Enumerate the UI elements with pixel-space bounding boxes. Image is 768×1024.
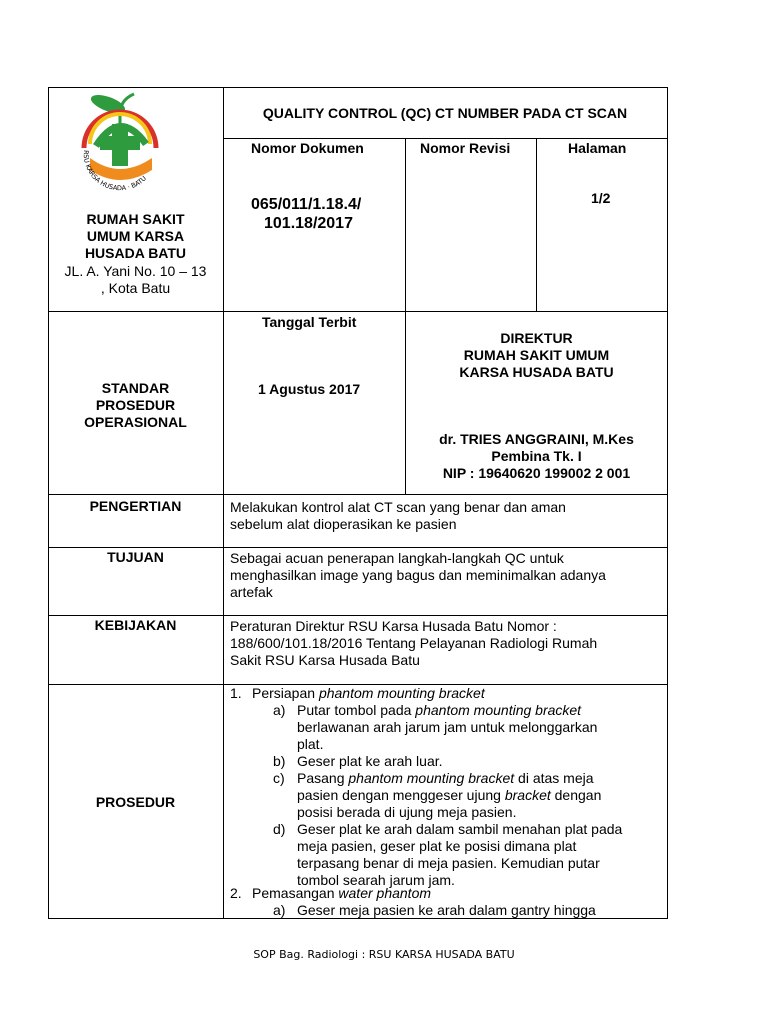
step-1-text: Persiapan phantom mounting bracket	[252, 685, 485, 701]
row-divider-title	[223, 138, 668, 139]
pengertian-line-1: Melakukan kontrol alat CT scan yang benar dan aman	[230, 499, 566, 515]
tujuan-label: TUJUAN	[107, 549, 164, 565]
issue-date-label: Tanggal Terbit	[262, 314, 357, 330]
document-title: QUALITY CONTROL (QC) CT NUMBER PADA CT SCAN	[262, 105, 628, 121]
step-1c-label: c)	[273, 770, 285, 786]
hospital-address-line-2: , Kota Batu	[100, 280, 171, 296]
hospital-address-line-1: JL. A. Yani No. 10 – 13	[64, 263, 207, 279]
row-divider-sop	[48, 494, 668, 495]
prosedur-label: PROSEDUR	[95, 794, 176, 810]
tujuan-line-1: Sebagai acuan penerapan langkah-langkah QC untuk	[230, 550, 564, 566]
step-2a-text: Geser meja pasien ke arah dalam gantry hingga	[297, 902, 596, 918]
hospital-logo-icon	[76, 88, 164, 208]
director-nip: NIP : 19640620 199002 2 001	[442, 465, 631, 481]
kebijakan-line-3: Sakit RSU Karsa Husada Batu	[230, 652, 420, 668]
kebijakan-line-1: Peraturan Direktur RSU Karsa Husada Batu Nomor :	[230, 618, 557, 634]
page-value: 1/2	[591, 190, 611, 206]
kebijakan-label: KEBIJAKAN	[94, 617, 177, 633]
step-1b-label: b)	[273, 753, 286, 769]
director-line-1: DIREKTUR	[500, 330, 573, 346]
kebijakan-line-2: 188/600/101.18/2016 Tentang Pelayanan Radiologi Rumah	[230, 635, 598, 651]
director-line-2: RUMAH SAKIT UMUM	[463, 347, 610, 363]
step-1c-line-2: pasien dengan menggeser ujung bracket dengan	[297, 787, 602, 803]
hospital-name-line-2: UMUM KARSA	[86, 228, 185, 244]
step-1a-line-2: berlawanan arah jarum jam untuk melonggarkan	[297, 719, 598, 735]
column-divider-page	[536, 138, 537, 312]
sop-label-line-1: STANDAR	[101, 380, 170, 396]
step-1d-line-1: Geser plat ke arah dalam sambil menahan plat pada	[297, 821, 623, 837]
step-2-text: Pemasangan water phantom	[252, 885, 432, 901]
director-line-3: KARSA HUSADA BATU	[459, 364, 614, 380]
row-divider-pengertian	[48, 547, 668, 548]
column-divider-label	[223, 87, 224, 919]
issue-date-value: 1 Agustus 2017	[258, 381, 361, 397]
step-1b-text: Geser plat ke arah luar.	[297, 753, 443, 769]
doc-number-line-1: 065/011/1.18.4/	[251, 196, 362, 213]
page-footer: SOP Bag. Radiologi : RSU KARSA HUSADA BATU	[253, 948, 515, 961]
step-1d-line-2: meja pasien, geser plat ke posisi dimana plat	[297, 838, 577, 854]
sop-label-line-3: OPERASIONAL	[84, 414, 187, 430]
step-1d-line-3: terpasang benar di meja pasien. Kemudian putar	[297, 855, 600, 871]
pengertian-label: PENGERTIAN	[89, 498, 182, 514]
page-label: Halaman	[568, 140, 627, 156]
hospital-name-line-1: RUMAH SAKIT	[86, 211, 185, 227]
step-1d-line-4: tombol searah jarum jam.	[297, 872, 455, 888]
step-1-number: 1.	[230, 685, 242, 701]
tujuan-line-3: artefak	[230, 584, 273, 600]
sop-label-line-2: PROSEDUR	[95, 397, 176, 413]
tujuan-line-2: menghasilkan image yang bagus dan meminimalkan adanya	[230, 567, 606, 583]
table-border-right	[667, 87, 668, 919]
step-1a-label: a)	[273, 702, 286, 718]
step-1c-line-3: posisi berada di ujung meja pasien.	[297, 804, 517, 820]
step-2a-label: a)	[273, 902, 286, 918]
pengertian-line-2: sebelum alat dioperasikan ke pasien	[230, 516, 457, 532]
doc-number-label: Nomor Dokumen	[251, 140, 364, 156]
step-2-number: 2.	[230, 885, 242, 901]
step-1a-line-3: plat.	[297, 736, 324, 752]
step-1a-line-1: Putar tombol pada phantom mounting bracket	[297, 702, 582, 718]
hospital-name-line-3: HUSADA BATU	[84, 245, 187, 261]
row-divider-tujuan	[48, 615, 668, 616]
doc-number-line-2: 101.18/2017	[264, 215, 353, 232]
row-divider-header	[48, 311, 668, 312]
director-name: dr. TRIES ANGGRAINI, M.Kes	[439, 431, 634, 447]
revision-label: Nomor Revisi	[420, 140, 511, 156]
step-1c-line-1: Pasang phantom mounting bracket di atas meja	[297, 770, 594, 786]
step-1d-label: d)	[273, 821, 286, 837]
director-rank: Pembina Tk. I	[491, 448, 582, 464]
svg-text:RSU KARSA HUSADA · BATU: RSU KARSA HUSADA · BATU	[81, 149, 148, 193]
